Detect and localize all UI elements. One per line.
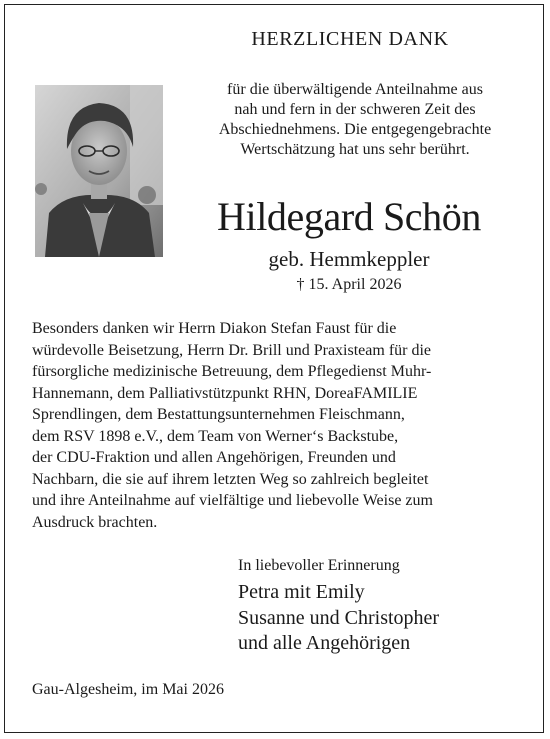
- thanks-line: Besonders danken wir Herrn Diakon Stefan Faust für die: [32, 320, 397, 337]
- maiden-name: geb. Hemmkeppler: [268, 247, 430, 271]
- heading: HERZLICHEN DANK: [251, 28, 449, 50]
- signer-line: Susanne und Christopher: [238, 606, 440, 629]
- memory-line: In liebevoller Erinnerung: [238, 557, 400, 574]
- thanks-line: Ausdruck brachten.: [32, 513, 158, 531]
- thanks-line: würdevolle Beisetzung, Herrn Dr. Brill und Praxisteam für die: [32, 341, 432, 359]
- portrait-photo: [35, 85, 163, 257]
- intro-line: Abschiednehmens. Die entgegengebrachte: [218, 121, 492, 138]
- thanks-line: Nachbarn, die sie auf ihrem letzten Weg so zahlreich begleitet: [32, 470, 429, 488]
- death-date: † 15. April 2026: [296, 276, 402, 293]
- intro-line: für die überwältigende Anteilnahme aus: [227, 81, 483, 98]
- thanks-line: dem RSV 1898 e.V., dem Team von Werner‘s Backstube,: [32, 427, 399, 445]
- signer-line: und alle Angehörigen: [238, 632, 411, 654]
- thanks-line: Hannemann, dem Palliativstützpunkt RHN, DoreaFAMILIE: [32, 384, 418, 402]
- signer-line: Petra mit Emily: [238, 581, 365, 603]
- thanks-line: Sprendlingen, dem Bestattungsunternehmen Fleischmann,: [32, 406, 405, 423]
- place-date: Gau-Algesheim, im Mai 2026: [32, 681, 224, 698]
- intro-text: [190, 80, 520, 160]
- signers: [238, 580, 439, 657]
- intro-line: Wertschätzung hat uns sehr berührt.: [240, 141, 470, 158]
- thanks-line: fürsorgliche medizinische Betreuung, dem Pflegedienst Muhr-: [32, 363, 432, 380]
- thanks-line: und ihre Anteilnahme auf vielfältige und liebevolle Weise zum: [32, 492, 433, 509]
- deceased-name: Hildegard Schön: [217, 194, 481, 239]
- intro-line: nah und fern in der schweren Zeit des: [234, 101, 476, 118]
- thanks-line: der CDU-Fraktion und allen Angehörigen, Freunden und: [32, 449, 396, 466]
- portrait-illustration: [35, 85, 163, 257]
- thanks-paragraph: [32, 318, 522, 533]
